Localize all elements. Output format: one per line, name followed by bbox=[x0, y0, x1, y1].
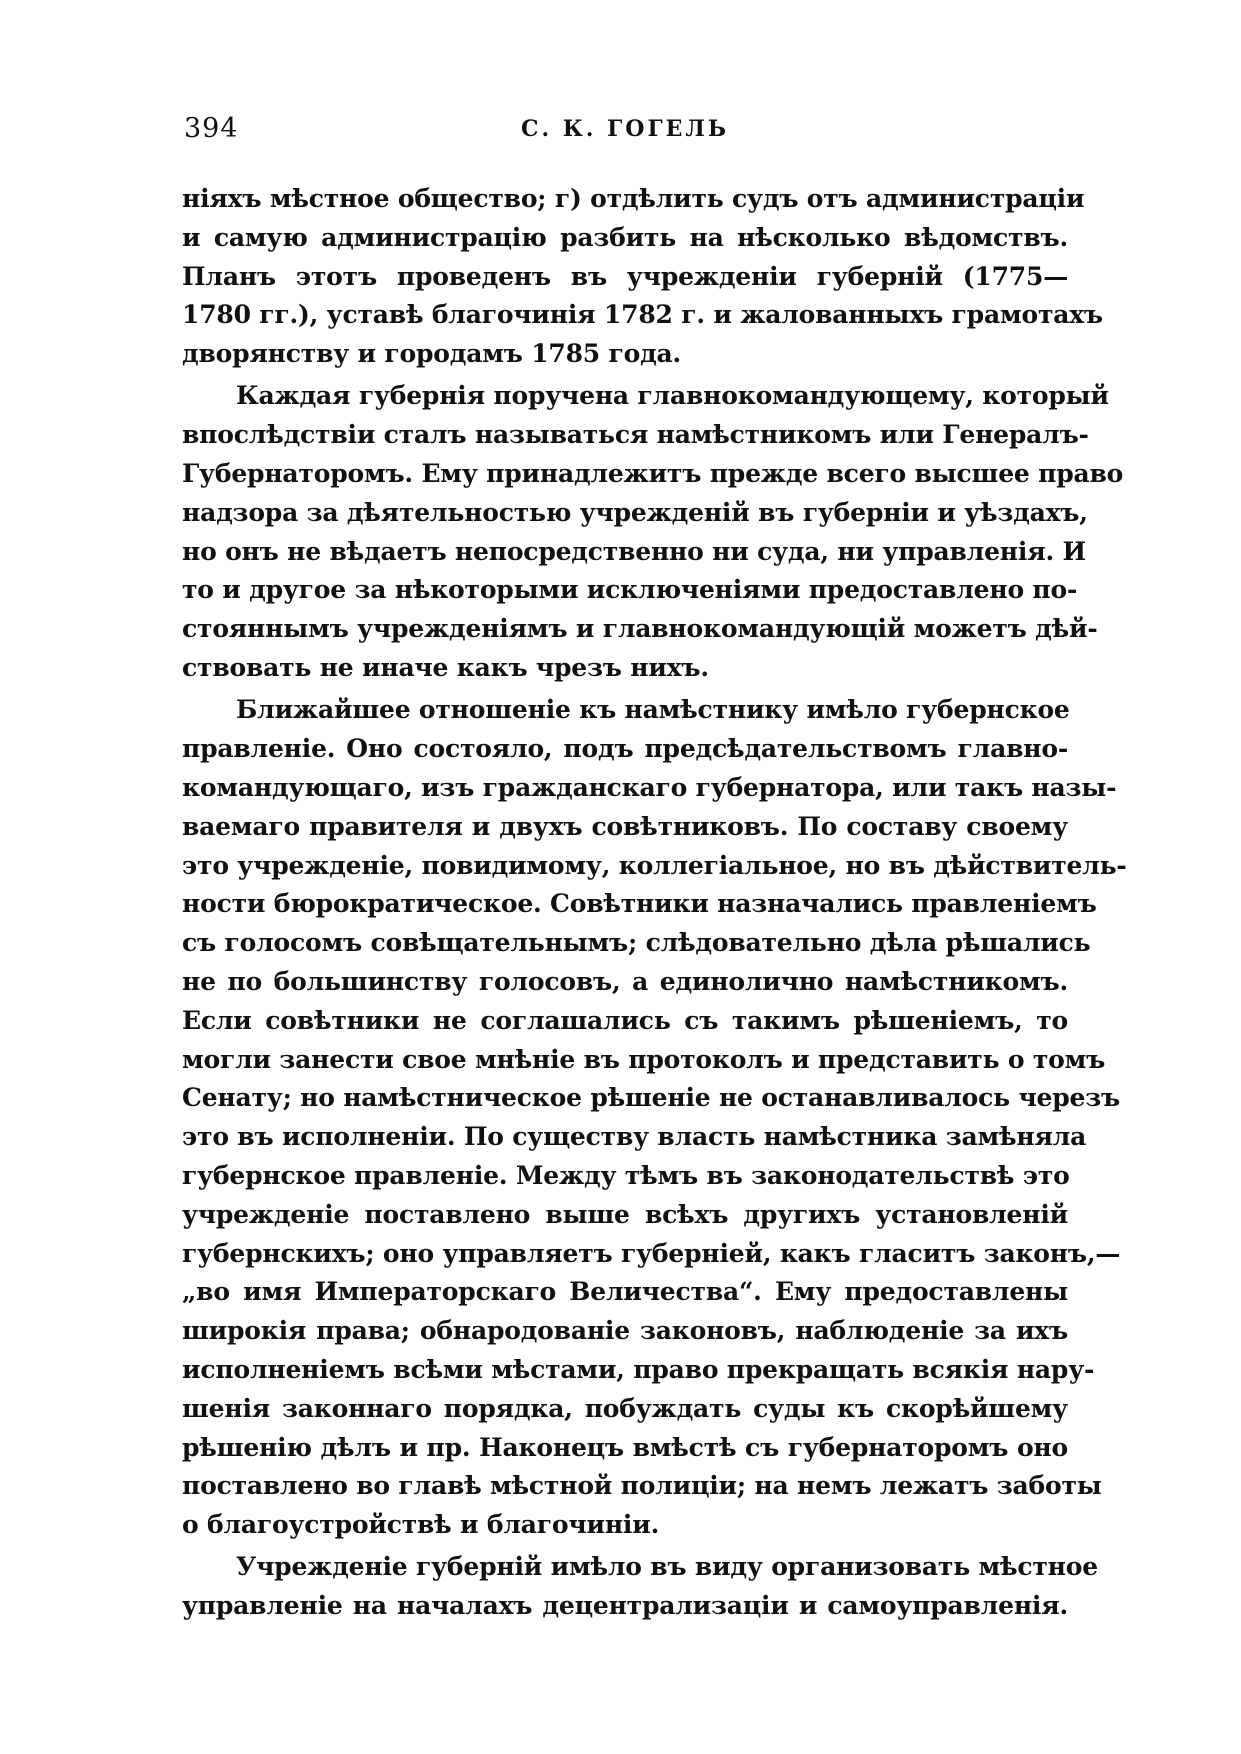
text-line: это учрежденіе, повидимому, коллегіальное, но въ дѣйствитель- bbox=[182, 850, 1127, 880]
page-header bbox=[184, 113, 1066, 149]
paragraph-4 bbox=[182, 1548, 1098, 1626]
text-line: шенія законнаго порядка, побуждать суды къ скорѣйшему bbox=[182, 1393, 1068, 1423]
text-line: стояннымъ учрежденіямъ и главнокомандующій можетъ дѣй- bbox=[182, 614, 1098, 644]
page-number: 394 bbox=[184, 113, 239, 144]
paragraph-3 bbox=[182, 691, 1127, 1545]
text-line: то и другое за нѣкоторыми исключеніями предоставлено по- bbox=[182, 575, 1078, 605]
text-line: губернскихъ; оно управляетъ губерніей, какъ гласитъ законъ,— bbox=[182, 1238, 1121, 1268]
text-line: но онъ не вѣдаетъ непосредственно ни суда, ни управленія. И bbox=[182, 536, 1086, 566]
text-line: поставлено во главѣ мѣстной полиціи; на немъ лежатъ заботы bbox=[182, 1471, 1102, 1501]
body-text bbox=[182, 180, 1127, 1629]
text-line: учрежденіе поставлено выше всѣхъ другихъ установленій bbox=[182, 1199, 1068, 1229]
paragraph-2 bbox=[182, 377, 1124, 687]
text-line: ваемаго правителя и двухъ совѣтниковъ. По составу своему bbox=[182, 811, 1068, 841]
text-line: впослѣдствіи сталъ называться намѣстникомъ или Генералъ- bbox=[182, 420, 1089, 450]
text-line: Сенату; но намѣстническое рѣшеніе не останавливалось черезъ bbox=[182, 1083, 1120, 1113]
text-line: 1780 гг.), уставѣ благочинія 1782 г. и жалованныхъ грамотахъ bbox=[182, 300, 1103, 330]
text-line: „во имя Императорскаго Величества“. Ему предоставлены bbox=[182, 1277, 1068, 1307]
text-line: ствовать не иначе какъ чрезъ нихъ. bbox=[182, 653, 709, 683]
text-line: Планъ этотъ проведенъ въ учрежденіи губерній (1775— bbox=[182, 261, 1068, 291]
text-line: могли занести свое мнѣніе въ протоколъ и представить о томъ bbox=[182, 1044, 1106, 1074]
text-line: управленіе на началахъ децентрализаціи и самоуправленія. bbox=[182, 1591, 1068, 1621]
text-line: Ближайшее отношеніе къ намѣстнику имѣло губернское bbox=[236, 695, 1070, 725]
text-line: это въ исполненіи. По существу власть намѣстника замѣняла bbox=[182, 1122, 1087, 1152]
text-line: надзора за дѣятельностью учрежденій въ губерніи и уѣздахъ, bbox=[182, 497, 1088, 527]
text-line: Каждая губернія поручена главнокомандующему, который bbox=[236, 381, 1109, 411]
text-line: губернское правленіе. Между тѣмъ въ законодательствѣ это bbox=[182, 1160, 1070, 1190]
text-line: рѣшенію дѣлъ и пр. Наконецъ вмѣстѣ съ губернаторомъ оно bbox=[182, 1432, 1068, 1462]
paragraph-1 bbox=[182, 180, 1103, 374]
text-line: Если совѣтники не соглашались съ такимъ рѣшеніемъ, то bbox=[182, 1005, 1068, 1035]
text-line: и самую администрацію разбить на нѣсколько вѣдомствъ. bbox=[182, 222, 1068, 252]
text-line: широкія права; обнародованіе законовъ, наблюденіе за ихъ bbox=[182, 1316, 1068, 1346]
text-line: съ голосомъ совѣщательнымъ; слѣдовательно дѣла рѣшались bbox=[182, 928, 1091, 958]
text-line: командующаго, изъ гражданскаго губернатора, или такъ назы- bbox=[182, 772, 1117, 802]
text-line: о благоустройствѣ и благочиніи. bbox=[182, 1510, 660, 1540]
text-line: ніяхъ мѣстное общество; г) отдѣлить судъ отъ администраціи bbox=[182, 184, 1085, 213]
running-title: С. К. ГОГЕЛЬ bbox=[520, 116, 730, 142]
text-line: Учрежденіе губерній имѣло въ виду организовать мѣстное bbox=[236, 1552, 1098, 1582]
text-line: дворянству и городамъ 1785 года. bbox=[182, 339, 682, 369]
text-line: не по большинству голосовъ, а единолично намѣстникомъ. bbox=[182, 966, 1068, 996]
text-line: исполненіемъ всѣми мѣстами, право прекращать всякія нару- bbox=[182, 1354, 1095, 1384]
text-line: Губернаторомъ. Ему принадлежитъ прежде всего высшее право bbox=[182, 459, 1124, 489]
text-line: ности бюрократическое. Совѣтники назначались правленіемъ bbox=[182, 889, 1097, 919]
text-line: правленіе. Оно состояло, подъ предсѣдательствомъ главно- bbox=[182, 734, 1068, 764]
